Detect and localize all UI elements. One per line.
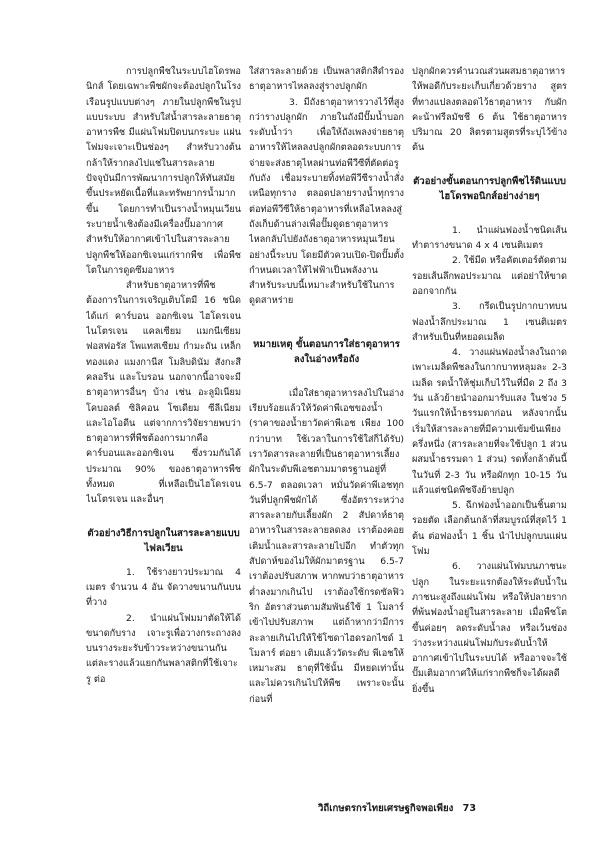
- paragraph: 5. ฉีกฟองน้ำออกเป็นชิ้นตามรอยตัด เลือกต้นกล้าที่สมบูรณ์ที่สุดไว้ 1 ต้น ต่อฟองน้ำ 1 ชิ้น นำไปปลูกบนแผ่นโฟม: [412, 500, 567, 558]
- text-column-2: [249, 64, 404, 824]
- paragraph: เมื่อใส่ธาตุอาหารลงไปในอ่างเรียบร้อยแล้วให้วัดค่าพีเอชของน้ำ (ราคาของน้ำยาวัดค่าพีเอช เพียง 100 กว่าบาท ใช้เวลาในการใช้ใส่ก็ได้รับ) เราวัดสารละลายที่เป็นธาตุอาหารเลี้ยงผักในระดับพีเอชตามมาตรฐานอยู่ที่ 6.5-7 ตลอดเวลา หมั่นวัดค่าพีเอชทุกวันที่ปลูกพืชผักได้ ซึ่งอัตราระหว่างสารละลายกับเลี้ยงผัก 2 สัปดาห์ธาตุอาหารในสารละลายลดลง เราต้องคอยเติมน้ำและสารละลายไปอีก ทำตัวทุกสัปดาห์ของไม่ให้ผักมาตรฐาน 6.5-7 เราต้องปรับสภาพ หากพบว่าธาตุอาหารต่ำลงมากเกินไป เราต้องใช้กรดซัลฟิวริก อัตราส่วนตามสัมพันธ์ใช้ 1 โมลาร์เข้าไปปรับสภาพ แต่ถ้าหากว่ามีการละลายเกินไปให้ใช้โซดาไฮดรอกไซด์ 1 โมลาร์ ต่อยา เติมแล้ววัดระดับ พีเอชให้เหมาะสม ธาตุที่ใช้นั้น มีหยดเท่านั้นและไม่ควรเกินไปให้พืช เพราะจะนั้นก่อนที่: [249, 387, 404, 705]
- page-number: 73: [462, 803, 476, 814]
- paragraph: 3. มีถังธาตุอาหารวางไว้ที่สูงกว่ารางปลูกผัก ภายในถังมีปั๊มน้ำบอกระดับน้ำว่า เพื่อให้ถังเพลงจ่ายธาตุอาหารให้ไหลลงปลูกผักตลอดระบบการจ่ายจะส่งธาตุไหลผ่านท่อพีวีซีที่ตัดต่อรูกับถัง เชื่อมระบายทิ้งท่อพีวีซีรางน้ำสั่งเหนือทุกราง ตลอดปลายรางน้ำทุกราง ต่อท่อพีวีซีให้ธาตุอาหารที่เหลือไหลลงสู่ถังเก็บด้านล่างเพื่อปั๊มดูดธาตุอาหารไหลกลับไปยังถังธาตุอาหารหมุนเวียนอย่างนี้ระบบ โดยมีตัวควบเปิด-ปิดปั๊มตั้งกำหนดเวลาให้ไฟฟ้าเป็นพลังงาน สำหรับระบบนี้เหมาะสำหรับใช้ในการดูดสาหร่าย: [249, 96, 404, 307]
- section-heading: ตัวอย่างขั้นตอนการปลูกพืชไร้ดินแบบไฮโดรพอนิกส์อย่างง่ายๆ: [413, 175, 566, 203]
- paragraph: 1. ใช้รางยาวประมาณ 4 เมตร จำนวน 4 อัน จัดวางขนานกันบนที่วาง: [86, 566, 241, 609]
- paragraph: การปลูกพืชในระบบไฮโดรพอนิกส์ โดยเฉพาะพืชผักจะต้องปลูกในโรงเรือนรูปแบบต่างๆ ภายในปลูกพืชในรูปแบบระบบ สำหรับใส่น้ำสารละลายธาตุอาหารพืช มีแผ่นโฟมปิดบนกระบะ แผ่นโฟมจะเจาะเป็นช่องๆ สำหรับวางต้นกล้าให้รากลงไปแช่ในสารละลาย ปัจจุบันมีการพัฒนาการปลูกให้ทันสมัยขึ้นประหยัดเนื้อที่และทรัพยากรน้ำมากขึ้น โดยการทำเป็นรางน้ำหมุนเวียนระบายน้ำเชิงต้องมีเครื่องปั๊มอากาศสำหรับให้อากาศเข้าไปในสารละลายปลูกพืชให้ออกซิเจนแก่รากพืช เพื่อพืชโตในการดูดซึมอาหาร: [86, 66, 241, 276]
- paragraph: สำหรับธาตุอาหารที่พืชต้องการในการเจริญเติบโตมี 16 ชนิด ได้แก่ คาร์บอน ออกซิเจน ไฮโดรเจน ไนโตรเจน แคลเซียม แมกนีเซียม ฟอสฟอรัส โพแทสเซียม กำมะถัน เหล็ก ทองแดง แมงกานีส โมลิบดินัม สังกะสี คลอรีน และโบรอน นอกจากนี้อาจจะมีธาตุอาหารอื่นๆ บ้าง เช่น อะลูมิเนียม โคบอลต์ ซิลิคอน โซเดียม ซีลีเนียม และไอโอดีน แต่จากการวิจัยรายพบว่าธาตุอาหารที่พืชต้องการมากคือ คาร์บอนและออกซิเจน ซึ่งรวมกันได้ประมาณ 90% ของธาตุอาหารพืชทั้งหมด ที่เหลือเป็นไฮโดรเจน ไนโตรเจน และอื่นๆ: [86, 280, 241, 506]
- paragraph: 4. วางแผ่นฟองน้ำลงในถาด เพาะเมล็ดพืชลงในกากบาทหลุมละ 2-3 เมล็ด รดน้ำให้ชุ่มเก็บไว้ในที่มืด 2 ถึง 3 วัน แล้วย้ายนำออกมารับแสง ในช่วง 5 วันแรกให้น้ำธรรมดาก่อน หลังจากนั้นเริ่มให้สารละลายที่มีความเข้มข้นเพียงครึ่งหนึ่ง (สารละลายที่จะใช้ปลูก 1 ส่วน ผสมน้ำธรรมดา 1 ส่วน) รดทั้งกล้าต้นนี้ในวันที่ 2-3 วัน หรือผักทุก 10-15 วัน แล้วแต่ชนิดพืชจึงย้ายปลูก: [412, 347, 567, 496]
- publication-title: วิถีเกษตรกรไทยเศรษฐกิจพอเพียง: [318, 803, 454, 814]
- paragraph: ใส่สารละลายด้วย เป็นพลาสติกสีดำรองธาตุอาหารไหลลงสู่รางปลูกผัก: [249, 66, 404, 93]
- paragraph: 1. นำแผ่นฟองน้ำชนิดเส้นทำตารางขนาด 4 x 4 เซนติเมตร: [412, 224, 567, 252]
- section-heading: ตัวอย่างวิธีการปลูกในสารละลายแบบไฟลเวียน: [87, 527, 240, 555]
- paragraph: 2. นำแผ่นโฟมมาตัดให้ได้ขนาดกับราง เจาะรูเพื่อวางกระถางลงบนรางระยะรับข้าวระหว่างขนานกันแต่ละรางแล้วแยกกันพลาสติกที่ใช้เจาะรู ต่อ: [86, 612, 241, 685]
- text-column-1: [86, 64, 241, 824]
- section-heading: หมายเหตุ ขั้นตอนการใส่ธาตุอาหารลงในอ่างหรือถัง: [253, 338, 400, 366]
- page-footer: [318, 801, 476, 816]
- paragraph: 3. กรีดเป็นรูปกากบาทบนฟองน้ำลึกประมาณ 1 เซนติเมตร สำหรับเป็นที่หยอดเมล็ด: [412, 301, 567, 343]
- text-column-3: [412, 64, 567, 824]
- paragraph: ปลูกผักควรคำนวณส่วนผสมธาตุอาหาร ให้พอดีกับระยะเก็บเกี่ยวด้วยราง สูตรที่ทางแปลงตลอดไว้ธาตุอาหาร กับผักคะน้าฟรีลมัชชี 6 ต้น ใช้ธาตุอาหารปริมาณ 20 ลิตรตามสูตรที่ระบุไว้ข้างต้น: [412, 66, 567, 154]
- paragraph: 6. วางแผ่นโฟมบนภาชนะปลูก ในระยะแรกต้องให้ระดับน้ำในภาชนะสูงถึงแผ่นโฟม หรือให้ปลายรากที่พ้นฟองน้ำอยู่ในสารละลาย เมื่อพืชโตขึ้นค่อยๆ ลดระดับน้ำลง หรือเว้นช่องว่างระหว่างแผ่นโฟมกับระดับน้ำให้อากาศเข้าไปในระบบได้ หรืออาจจะใช้ปั๊มเติมอากาศให้แก่รากพืชก็จะได้ผลดียิ่งขึ้น: [412, 561, 567, 695]
- paragraph: 2. ใช้มีด หรือคัตเตอร์ตัดตามรอยเส้นลึกพอประมาณ แต่อย่าให้ขาดออกจากกัน: [412, 255, 567, 297]
